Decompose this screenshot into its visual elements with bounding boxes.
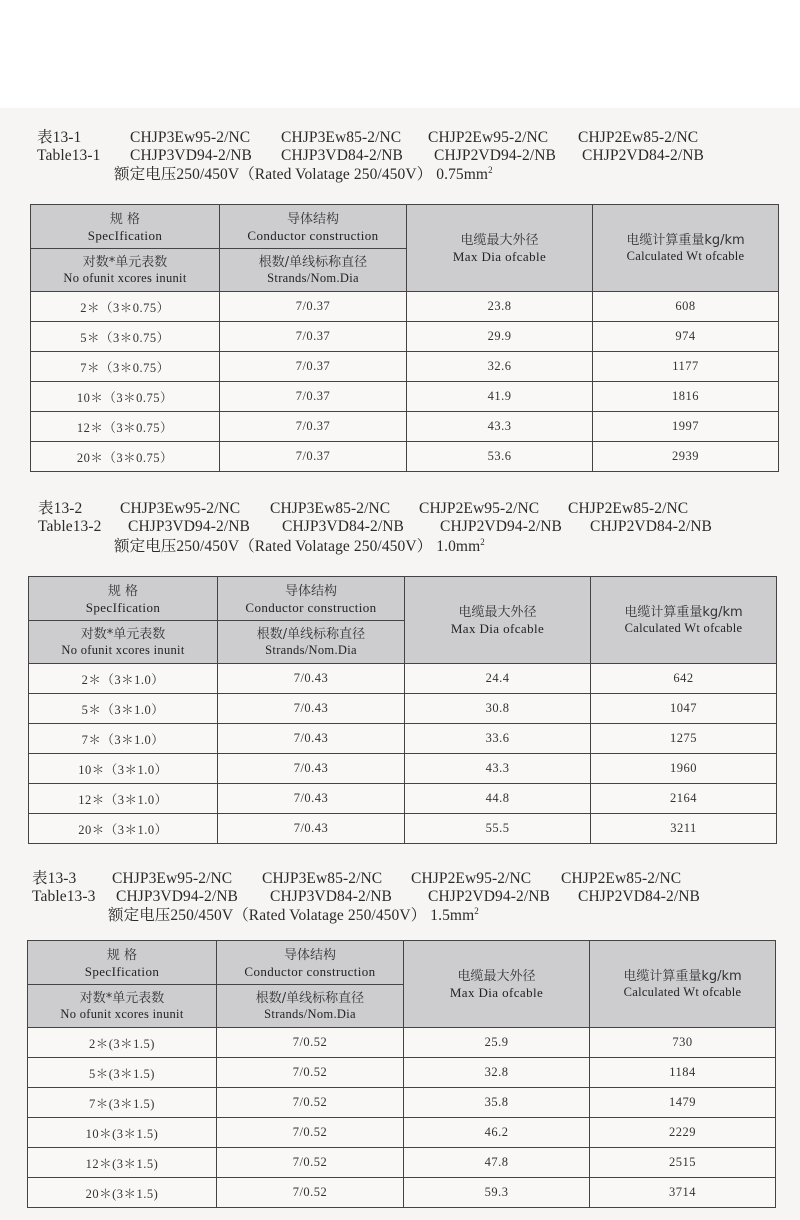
maxdia-header-en: Max Dia ofcable xyxy=(450,621,545,636)
strands-header-en: Strands/Nom.Dia xyxy=(267,271,359,285)
weight-cell: 1479 xyxy=(590,1088,776,1118)
weight-header-en: Calculated Wt ofcable xyxy=(626,249,745,263)
conductor-header-zh: 导体结构 xyxy=(286,211,339,227)
cable-table-2 xyxy=(28,576,777,844)
strands-cell: 7/0.37 xyxy=(220,442,407,472)
strands-cell: 7/0.52 xyxy=(217,1148,404,1178)
maxdia-cell: 25.9 xyxy=(404,1028,590,1058)
conductor-header-en: Conductor construction xyxy=(244,963,376,979)
strands-cell: 7/0.37 xyxy=(220,352,407,382)
cable-table-3 xyxy=(27,940,776,1208)
strands-header-en: Strands/Nom.Dia xyxy=(265,643,357,657)
rated-voltage-line xyxy=(114,166,493,184)
rated-voltage-line xyxy=(114,538,485,556)
spec-cell: 20＊（3＊0.75） xyxy=(31,442,220,472)
spec-header-zh: 规 格 xyxy=(109,211,141,227)
cable-table-1 xyxy=(30,204,779,472)
maxdia-header xyxy=(407,205,593,292)
model-code: CHJP2VD84-2/NB xyxy=(590,518,712,535)
conductor-header-en: Conductor construction xyxy=(245,599,377,615)
maxdia-cell: 29.9 xyxy=(407,322,593,352)
maxdia-cell: 59.3 xyxy=(404,1178,590,1208)
count-header-en: No ofunit xcores inunit xyxy=(63,271,187,285)
weight-cell: 974 xyxy=(593,322,779,352)
spec-header-en: SpecIfication xyxy=(87,227,163,243)
weight-header xyxy=(590,941,776,1028)
maxdia-cell: 44.8 xyxy=(405,784,591,814)
strands-header xyxy=(217,985,404,1028)
spec-header-en: SpecIfication xyxy=(85,599,161,615)
model-code: CHJP2VD94-2/NB xyxy=(440,518,562,535)
model-code: CHJP2Ew85-2/NC xyxy=(568,500,689,517)
table-row xyxy=(31,382,779,412)
weight-header-en: Calculated Wt ofcable xyxy=(623,985,742,999)
model-code: CHJP3Ew95-2/NC xyxy=(130,129,251,146)
maxdia-cell: 30.8 xyxy=(405,694,591,724)
table-row xyxy=(31,442,779,472)
spec-cell: 5＊(3＊1.5) xyxy=(28,1058,217,1088)
weight-header-en: Calculated Wt ofcable xyxy=(624,621,743,635)
weight-cell: 1275 xyxy=(591,724,777,754)
conductor-header xyxy=(220,205,407,249)
rated-voltage-line xyxy=(108,907,479,925)
spec-header-zh: 规 格 xyxy=(107,583,139,599)
weight-cell: 3714 xyxy=(590,1178,776,1208)
model-code: CHJP3Ew95-2/NC xyxy=(112,870,233,887)
model-code: CHJP3Ew95-2/NC xyxy=(120,500,241,517)
count-header xyxy=(31,249,220,292)
weight-cell: 608 xyxy=(593,292,779,322)
table-row xyxy=(31,322,779,352)
count-header-zh: 对数*单元表数 xyxy=(82,255,168,270)
model-code: CHJP2Ew85-2/NC xyxy=(578,129,699,146)
model-code: CHJP2Ew95-2/NC xyxy=(419,500,540,517)
conductor-header-zh: 导体结构 xyxy=(284,583,337,599)
maxdia-header-en: Max Dia ofcable xyxy=(452,249,547,264)
model-code: CHJP2VD94-2/NB xyxy=(434,147,556,164)
maxdia-cell: 32.8 xyxy=(404,1058,590,1088)
maxdia-cell: 55.5 xyxy=(405,814,591,844)
model-code: CHJP3VD94-2/NB xyxy=(128,518,250,535)
table-label-zh: 表13-2 xyxy=(38,500,83,517)
table-row xyxy=(31,292,779,322)
maxdia-header-zh: 电缆最大外径 xyxy=(458,605,537,620)
model-code: CHJP3Ew85-2/NC xyxy=(281,129,402,146)
table-row xyxy=(31,352,779,382)
strands-cell: 7/0.37 xyxy=(220,382,407,412)
conductor-header xyxy=(218,577,405,621)
count-header-zh: 对数*单元表数 xyxy=(79,991,165,1006)
spec-cell: 10＊（3＊1.0） xyxy=(29,754,218,784)
maxdia-header xyxy=(404,941,590,1028)
spec-header xyxy=(31,205,220,249)
model-code: CHJP3VD84-2/NB xyxy=(282,518,404,535)
maxdia-header-en: Max Dia ofcable xyxy=(449,985,544,1000)
maxdia-cell: 41.9 xyxy=(407,382,593,412)
table-label-zh: 表13-3 xyxy=(32,870,77,887)
count-header-en: No ofunit xcores inunit xyxy=(61,643,185,657)
conductor-header xyxy=(217,941,404,985)
table-row xyxy=(29,724,777,754)
weight-cell: 2164 xyxy=(591,784,777,814)
weight-cell: 2515 xyxy=(590,1148,776,1178)
strands-header-zh: 根数/单线标称直径 xyxy=(255,991,365,1006)
weight-cell: 1997 xyxy=(593,412,779,442)
spec-cell: 20＊（3＊1.0） xyxy=(29,814,218,844)
weight-cell: 730 xyxy=(590,1028,776,1058)
model-code: CHJP3Ew85-2/NC xyxy=(262,870,383,887)
weight-cell: 642 xyxy=(591,664,777,694)
spec-header xyxy=(29,577,218,621)
model-code: CHJP3VD94-2/NB xyxy=(130,147,252,164)
model-code: CHJP2Ew85-2/NC xyxy=(561,870,682,887)
strands-cell: 7/0.52 xyxy=(217,1178,404,1208)
table-row xyxy=(29,754,777,784)
spec-cell: 12＊（3＊1.0） xyxy=(29,784,218,814)
strands-header xyxy=(220,249,407,292)
spec-cell: 7＊（3＊0.75） xyxy=(31,352,220,382)
superscript: 2 xyxy=(488,164,493,175)
maxdia-cell: 33.6 xyxy=(405,724,591,754)
superscript: 2 xyxy=(480,536,485,547)
maxdia-cell: 23.8 xyxy=(407,292,593,322)
strands-cell: 7/0.43 xyxy=(218,664,405,694)
strands-cell: 7/0.37 xyxy=(220,292,407,322)
strands-header-zh: 根数/单线标称直径 xyxy=(258,255,368,270)
maxdia-cell: 32.6 xyxy=(407,352,593,382)
table-row xyxy=(31,412,779,442)
strands-header-zh: 根数/单线标称直径 xyxy=(256,627,366,642)
weight-cell: 3211 xyxy=(591,814,777,844)
spec-header-en: SpecIfication xyxy=(84,963,160,979)
maxdia-header-zh: 电缆最大外径 xyxy=(457,969,536,984)
model-code: CHJP3Ew85-2/NC xyxy=(270,500,391,517)
weight-header-zh: 电缆计算重量kg/km xyxy=(626,233,745,248)
maxdia-cell: 43.3 xyxy=(405,754,591,784)
count-header-en: No ofunit xcores inunit xyxy=(60,1007,184,1021)
table-label-en: Table13-2 xyxy=(38,518,102,535)
table-label-zh: 表13-1 xyxy=(37,129,82,146)
spec-cell: 10＊(3＊1.5) xyxy=(28,1118,217,1148)
maxdia-header xyxy=(405,577,591,664)
model-code: CHJP2VD84-2/NB xyxy=(578,888,700,905)
spec-cell: 12＊（3＊0.75） xyxy=(31,412,220,442)
strands-cell: 7/0.52 xyxy=(217,1118,404,1148)
maxdia-cell: 43.3 xyxy=(407,412,593,442)
conductor-header-en: Conductor construction xyxy=(247,227,379,243)
spec-header xyxy=(28,941,217,985)
rated-voltage-text: 额定电压250/450V（Rated Volatage 250/450V） 0.75mm xyxy=(114,166,489,183)
strands-cell: 7/0.37 xyxy=(220,412,407,442)
weight-cell: 1184 xyxy=(590,1058,776,1088)
rated-voltage-text: 额定电压250/450V（Rated Volatage 250/450V） 1.0mm xyxy=(114,538,481,555)
weight-cell: 1177 xyxy=(593,352,779,382)
weight-cell: 1047 xyxy=(591,694,777,724)
spec-cell: 2＊(3＊1.5) xyxy=(28,1028,217,1058)
count-header-zh: 对数*单元表数 xyxy=(80,627,166,642)
table-row xyxy=(29,664,777,694)
strands-header-en: Strands/Nom.Dia xyxy=(264,1007,356,1021)
strands-header xyxy=(218,621,405,664)
model-code: CHJP2Ew95-2/NC xyxy=(428,129,549,146)
weight-cell: 1960 xyxy=(591,754,777,784)
table-row xyxy=(28,1088,776,1118)
strands-cell: 7/0.43 xyxy=(218,754,405,784)
spec-cell: 20＊(3＊1.5) xyxy=(28,1178,217,1208)
spec-cell: 12＊(3＊1.5) xyxy=(28,1148,217,1178)
strands-cell: 7/0.43 xyxy=(218,694,405,724)
maxdia-cell: 35.8 xyxy=(404,1088,590,1118)
weight-cell: 2939 xyxy=(593,442,779,472)
weight-header-zh: 电缆计算重量kg/km xyxy=(623,969,742,984)
spec-cell: 2＊（3＊0.75） xyxy=(31,292,220,322)
table-row xyxy=(29,784,777,814)
spec-cell: 5＊（3＊1.0） xyxy=(29,694,218,724)
model-code: CHJP3VD84-2/NB xyxy=(281,147,403,164)
strands-cell: 7/0.52 xyxy=(217,1028,404,1058)
spec-cell: 10＊（3＊0.75） xyxy=(31,382,220,412)
spec-cell: 7＊(3＊1.5) xyxy=(28,1088,217,1118)
model-code: CHJP3VD84-2/NB xyxy=(270,888,392,905)
strands-cell: 7/0.43 xyxy=(218,784,405,814)
rated-voltage-text: 额定电压250/450V（Rated Volatage 250/450V） 1.5mm xyxy=(108,907,475,924)
count-header xyxy=(29,621,218,664)
model-code: CHJP2VD84-2/NB xyxy=(582,147,704,164)
maxdia-cell: 24.4 xyxy=(405,664,591,694)
strands-cell: 7/0.52 xyxy=(217,1088,404,1118)
table-label-en: Table13-1 xyxy=(37,147,101,164)
table-label-en: Table13-3 xyxy=(32,888,96,905)
model-code: CHJP2VD94-2/NB xyxy=(428,888,550,905)
model-code: CHJP3VD94-2/NB xyxy=(116,888,238,905)
strands-cell: 7/0.37 xyxy=(220,322,407,352)
weight-header xyxy=(591,577,777,664)
weight-cell: 1816 xyxy=(593,382,779,412)
table-row xyxy=(28,1028,776,1058)
maxdia-cell: 47.8 xyxy=(404,1148,590,1178)
weight-cell: 2229 xyxy=(590,1118,776,1148)
strands-cell: 7/0.52 xyxy=(217,1058,404,1088)
table-row xyxy=(28,1118,776,1148)
maxdia-cell: 46.2 xyxy=(404,1118,590,1148)
table-row xyxy=(28,1148,776,1178)
maxdia-cell: 53.6 xyxy=(407,442,593,472)
conductor-header-zh: 导体结构 xyxy=(283,947,336,963)
spec-header-zh: 规 格 xyxy=(106,947,138,963)
spec-cell: 5＊（3＊0.75） xyxy=(31,322,220,352)
spec-cell: 7＊（3＊1.0） xyxy=(29,724,218,754)
weight-header xyxy=(593,205,779,292)
model-code: CHJP2Ew95-2/NC xyxy=(411,870,532,887)
weight-header-zh: 电缆计算重量kg/km xyxy=(624,605,743,620)
strands-cell: 7/0.43 xyxy=(218,724,405,754)
count-header xyxy=(28,985,217,1028)
table-row xyxy=(28,1178,776,1208)
spec-cell: 2＊（3＊1.0） xyxy=(29,664,218,694)
table-row xyxy=(29,694,777,724)
maxdia-header-zh: 电缆最大外径 xyxy=(460,233,539,248)
superscript: 2 xyxy=(474,905,479,916)
strands-cell: 7/0.43 xyxy=(218,814,405,844)
table-row xyxy=(29,814,777,844)
table-row xyxy=(28,1058,776,1088)
top-blank-margin xyxy=(0,0,800,108)
